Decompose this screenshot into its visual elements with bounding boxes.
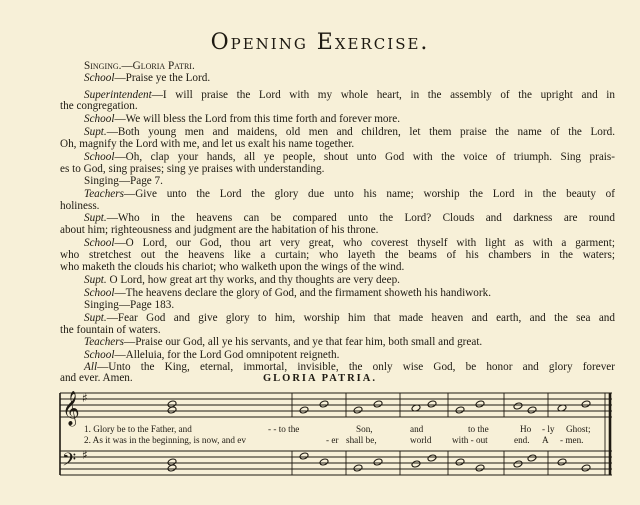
note-head [475,400,485,408]
reading-text: —O Lord, our God, thou art very great, who coverest thyself with light as with a garment; [114,237,615,249]
note-head [411,460,421,468]
speaker-label: School [84,349,115,361]
note-head [527,454,537,462]
sharp-icon: ♯ [82,448,88,462]
reading-text: —Oh, clap your hands, all ye people, shout unto God with the voice of triumph. Sing prais- [114,151,615,163]
speaker-label: School [84,287,115,299]
reading-text: —Praise ye the Lord. [114,72,211,84]
reading-text: —We will bless the Lord from this time forth and forever more. [114,113,401,125]
reading-text: about him; righteousness and judgment are the habitation of his throne. [60,224,379,236]
bass-clef-icon: 𝄢 [62,450,77,475]
lyric-line-1: 1. Glory be to the Father, and - - to the Son, and to the Ho - ly Ghost; [84,424,591,434]
reading-text: Oh, magnify the Lord with me, and let us exalt his name together. [60,138,355,150]
note-head [353,406,363,414]
note-head [319,400,329,408]
page-title: Opening Exercise. [210,30,430,55]
lyric-line-2: 2. As it was in the beginning, is now, and ev - er shall be, world with - out end. A - men. [84,435,584,445]
note-head [299,406,309,414]
note-head [581,400,591,408]
reading-text: who stretchest out the heavens like a curtain; who layeth the beams of his chambers in the waters; [60,249,615,261]
note-head [475,464,485,472]
speaker-label: School [84,113,115,125]
reading-text: —Alleluia, for the Lord God omnipotent reigneth. [114,349,340,361]
bass-staff [60,451,612,475]
speaker-label: Supt. [84,126,107,138]
speaker-label: Supt. [84,274,107,286]
speaker-label: Supt. [84,312,107,324]
speaker-label: All [84,361,98,373]
note-head [353,464,363,472]
speaker-label: Teachers [84,336,124,348]
reading-text: the congregation. [60,100,138,112]
reading-text: O Lord, how great art thy works, and thy thoughts are very deep. [106,274,400,286]
speaker-label: School [84,237,115,249]
reading-text: Singing—Page 7. [84,175,163,187]
speaker-label: School [84,72,115,84]
reading-text: es to God, sing praises; sing ye praises with understanding. [60,163,325,175]
note-head [299,452,309,460]
reading-text: and ever. Amen. [60,372,133,384]
note-head [527,406,537,414]
note-head [455,406,465,414]
reading-text: who maketh the clouds his chariot; who walketh upon the wings of the wind. [60,261,405,273]
reading-text: holiness. [60,200,100,212]
note-head [513,460,523,468]
reading-text: —Praise our God, all ye his servants, and ye that fear him, both small and great. [124,336,483,348]
note-head [167,400,177,408]
reading-text: —Fear God and give glory to him, worship him that made heaven and earth, and the sea and [106,312,615,324]
note-head [319,458,329,466]
hymn-title: GLORIA PATRIA. [263,373,377,384]
note-head [167,464,177,472]
reading-text: —I will praise the Lord with my whole heart, in the assembly of the upright and in [151,89,615,101]
note-head [427,454,437,462]
note-head [373,458,383,466]
speaker-label: Singing.—Gloria Patri. [84,60,195,72]
reading-text: —Unto the King, eternal, immortal, invisible, the only wise God, be honor and glory forever [97,361,615,373]
note-head [455,458,465,466]
reading-text: the fountain of waters. [60,324,161,336]
reading-text: —Give unto the Lord the glory due unto his name; worship the Lord in the beauty of [124,188,615,200]
note-head [557,458,567,466]
treble-clef-icon: 𝄞 [62,391,80,426]
speaker-label: School [84,151,115,163]
note-head [581,464,591,472]
reading-text: —The heavens declare the glory of God, and the firmament showeth his handiwork. [114,287,491,299]
note-head [427,400,437,408]
note-head [373,400,383,408]
reading-text: Singing—Page 183. [84,299,175,311]
sharp-icon: ♯ [82,391,88,405]
speaker-label: Teachers [84,188,124,200]
speaker-label: Supt. [84,212,107,224]
note-head [513,402,523,410]
speaker-label: Superintendent [84,89,152,101]
reading-text: —Both young men and maidens, old men and children, let them praise the name of the Lord. [106,126,615,138]
reading-text: —Who in the heavens can be compared unto the Lord? Clouds and darkness are round [106,212,615,224]
